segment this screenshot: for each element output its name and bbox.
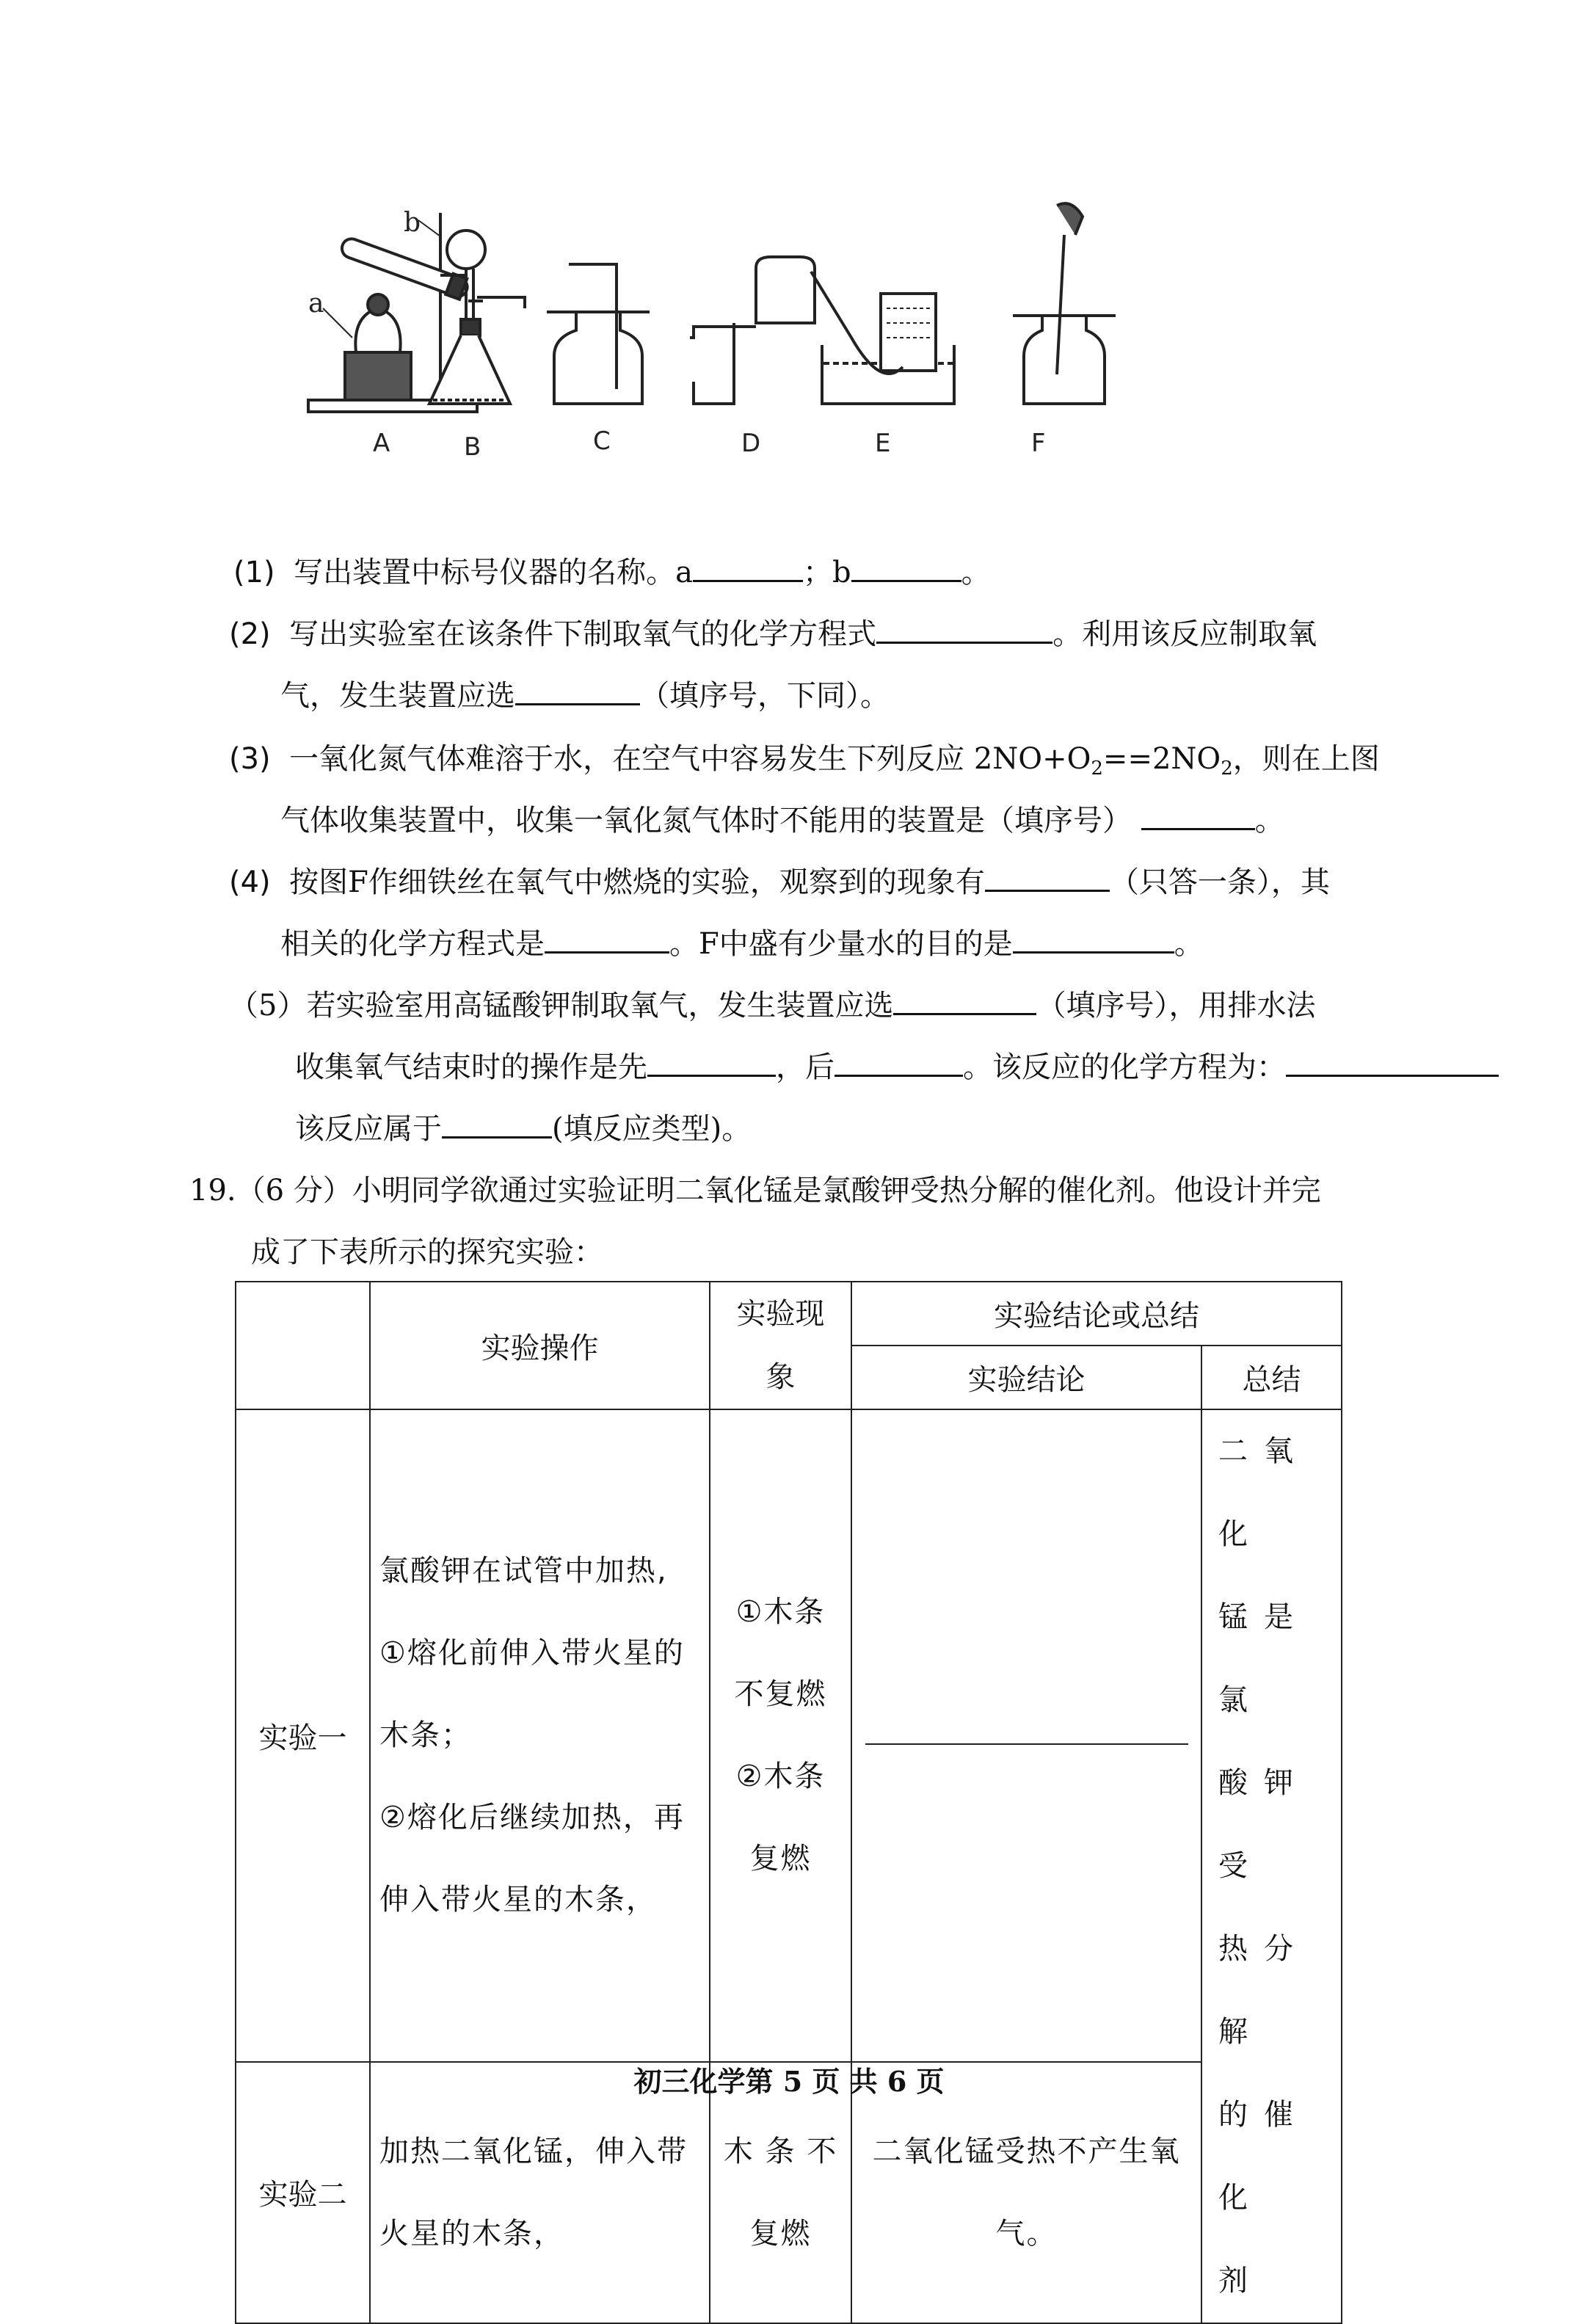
- operation-line: 火星的木条，: [379, 2216, 564, 2251]
- table-row: [236, 1409, 1342, 2062]
- operation-cell: [370, 2062, 710, 2323]
- q18-part5-line1: [229, 985, 1315, 1026]
- q18-part3-line2: [280, 800, 1284, 841]
- phenomenon-cell: [710, 1409, 851, 2062]
- row-label: 实验二: [236, 2062, 370, 2323]
- phenomenon-line: ②木条: [735, 1760, 826, 1794]
- operation-line: 加热二氧化锰，伸入带: [379, 2134, 688, 2168]
- part-number: (1): [233, 556, 275, 589]
- answer-blank[interactable]: [515, 677, 640, 705]
- row-label: 实验一: [236, 1409, 370, 2062]
- apparatus-figure: [294, 191, 1380, 470]
- part-text: ；b: [802, 556, 851, 589]
- answer-blank[interactable]: [545, 925, 669, 954]
- conclusion-line: 气。: [995, 2216, 1058, 2251]
- conclusion-cell: [851, 1409, 1201, 2062]
- header-blank-cell: [236, 1282, 370, 1409]
- emphasis-text: 不能: [779, 804, 838, 838]
- table-header-row: [236, 1282, 1342, 1346]
- part-text: 气体收集装置中，收集一氧化氮气体时: [280, 804, 779, 838]
- answer-blank[interactable]: [1286, 1048, 1499, 1077]
- part-text: （填序号，下同）。: [640, 679, 890, 713]
- part-text: 用的装置是（填序号）: [838, 804, 1132, 838]
- header-conclusion-group: 实验结论或总结: [851, 1282, 1342, 1346]
- phenomenon-line: 复燃: [749, 1842, 812, 1876]
- part-text: 若实验室用高锰酸钾制取氧气，发生装置应选: [306, 989, 894, 1023]
- table-row: [236, 2062, 1342, 2323]
- part-number: （5）: [229, 989, 307, 1023]
- part-text: 一氧化氮气体难溶于水，在空气中容易发生下列反应 2NO+O: [289, 742, 1091, 776]
- q18-part2-line2: [280, 675, 890, 716]
- part-text: 。该反应的化学方程为：: [963, 1050, 1286, 1084]
- answer-blank[interactable]: [647, 1048, 776, 1077]
- header-summary: 总结: [1201, 1346, 1342, 1409]
- part-text: 按图F作细铁丝在氧气中燃烧的实验，观察到的现象有: [289, 865, 985, 899]
- part-text: 收集氧气结束时的操作是先: [295, 1050, 647, 1084]
- part-text: （只答一条），其: [1109, 865, 1330, 899]
- phenomenon-line: 不复燃: [734, 1677, 827, 1712]
- apparatus-c: [547, 264, 650, 404]
- header-phenomenon-line2: 象: [766, 1360, 796, 1394]
- answer-blank[interactable]: [693, 553, 803, 582]
- apparatus-d: [690, 257, 815, 404]
- part-number: (4): [229, 865, 271, 899]
- part-text: 。: [961, 556, 991, 589]
- summary-line: 锰是氯: [1218, 1600, 1309, 1717]
- part-text: （填序号），用排水法: [1036, 989, 1316, 1023]
- q19-stem-line2: 成了下表所示的探究实验：: [251, 1235, 603, 1269]
- part-text: 。: [1174, 927, 1204, 961]
- answer-blank[interactable]: [893, 987, 1036, 1015]
- conclusion-line: 二氧化锰受热不产生氧: [872, 2134, 1181, 2168]
- tag-a: a: [308, 288, 324, 319]
- summary-line: 的催化: [1218, 2098, 1309, 2215]
- operation-cell: [370, 1409, 710, 2062]
- answer-blank[interactable]: [851, 553, 961, 582]
- part-text: 。利用该反应制取氧: [1052, 617, 1317, 651]
- header-phenomenon-line1: 实验现: [736, 1297, 825, 1331]
- summary-cell: [1201, 1409, 1342, 2323]
- part-text: 该反应属于: [295, 1112, 442, 1146]
- q19-stem-line1: 19.（6 分）小明同学欲通过实验证明二氧化锰是氯酸钾受热分解的催化剂。他设计并完: [189, 1174, 1321, 1208]
- summary-line: 剂: [1218, 2264, 1264, 2298]
- apparatus-e: [811, 272, 954, 404]
- operation-line: ②熔化后继续加热，再: [379, 1801, 685, 1835]
- experiment-table: [235, 1281, 1342, 2324]
- phenomenon-line: ①木条: [735, 1595, 826, 1630]
- answer-blank[interactable]: [985, 863, 1110, 892]
- phenomenon-cell: [710, 2062, 851, 2323]
- part-text: 写出实验室在该条件下制取氧气的化学方程式: [289, 617, 877, 651]
- q18-part5-line2: [295, 1047, 1499, 1088]
- q18-part4-line2: [280, 923, 1204, 965]
- operation-line: 氯酸钾在试管中加热,: [379, 1554, 668, 1588]
- part-text: 写出装置中标号仪器的名称。a: [294, 556, 693, 589]
- q18-part3-line1: [229, 738, 1380, 789]
- subscript: 2: [1091, 758, 1103, 780]
- summary-line: 热分解: [1218, 1932, 1309, 2049]
- part-number: (3): [229, 742, 271, 776]
- q18-part2-line1: [229, 614, 1317, 655]
- part-text: (填反应类型)。: [552, 1112, 752, 1146]
- answer-blank[interactable]: [1141, 802, 1255, 830]
- operation-line: 木条；: [379, 1718, 472, 1753]
- operation-line: 伸入带火星的木条，: [379, 1883, 657, 1917]
- operation-line: ①熔化前伸入带火星的: [379, 1636, 685, 1671]
- q18-part1: [233, 552, 991, 593]
- label-f: F: [1031, 429, 1046, 458]
- label-e: E: [875, 429, 891, 458]
- part-text: ，则在上图: [1232, 742, 1380, 776]
- apparatus-b: [418, 220, 525, 404]
- summary-line: 二氧化: [1218, 1434, 1309, 1551]
- tag-b: b: [404, 208, 421, 238]
- part-text: ，后: [776, 1050, 835, 1084]
- phenomenon-line: 木 条 不: [723, 2134, 838, 2168]
- apparatus-f: [1013, 203, 1116, 404]
- summary-line: 酸钾受: [1218, 1766, 1309, 1883]
- label-c: C: [593, 426, 611, 456]
- answer-blank[interactable]: [865, 1740, 1188, 1745]
- part-text: 。F中盛有少量水的目的是: [669, 927, 1013, 961]
- header-operation: 实验操作: [370, 1282, 710, 1409]
- part-text: 。: [1254, 804, 1284, 838]
- answer-blank[interactable]: [442, 1110, 552, 1139]
- answer-blank[interactable]: [835, 1048, 963, 1077]
- q18-part5-line3: [295, 1108, 751, 1150]
- q18-part4-line1: [229, 862, 1330, 903]
- label-d: D: [741, 429, 761, 458]
- part-text: 气，发生装置应选: [280, 679, 515, 713]
- conclusion-cell: [851, 2062, 1201, 2323]
- label-a: A: [373, 429, 390, 458]
- part-text: ==2NO: [1102, 742, 1221, 776]
- phenomenon-line: 复燃: [749, 2216, 812, 2251]
- subscript: 2: [1221, 758, 1233, 780]
- part-text: 相关的化学方程式是: [280, 927, 545, 961]
- page-footer: 初三化学第 5 页 共 6 页: [633, 2065, 945, 2098]
- header-conclusion: 实验结论: [851, 1346, 1201, 1409]
- label-b: B: [464, 432, 481, 462]
- apparatus-drawing: [294, 191, 1380, 470]
- answer-blank[interactable]: [876, 615, 1052, 644]
- header-phenomenon: [710, 1282, 851, 1409]
- answer-blank[interactable]: [1013, 925, 1174, 954]
- part-number: (2): [229, 617, 271, 651]
